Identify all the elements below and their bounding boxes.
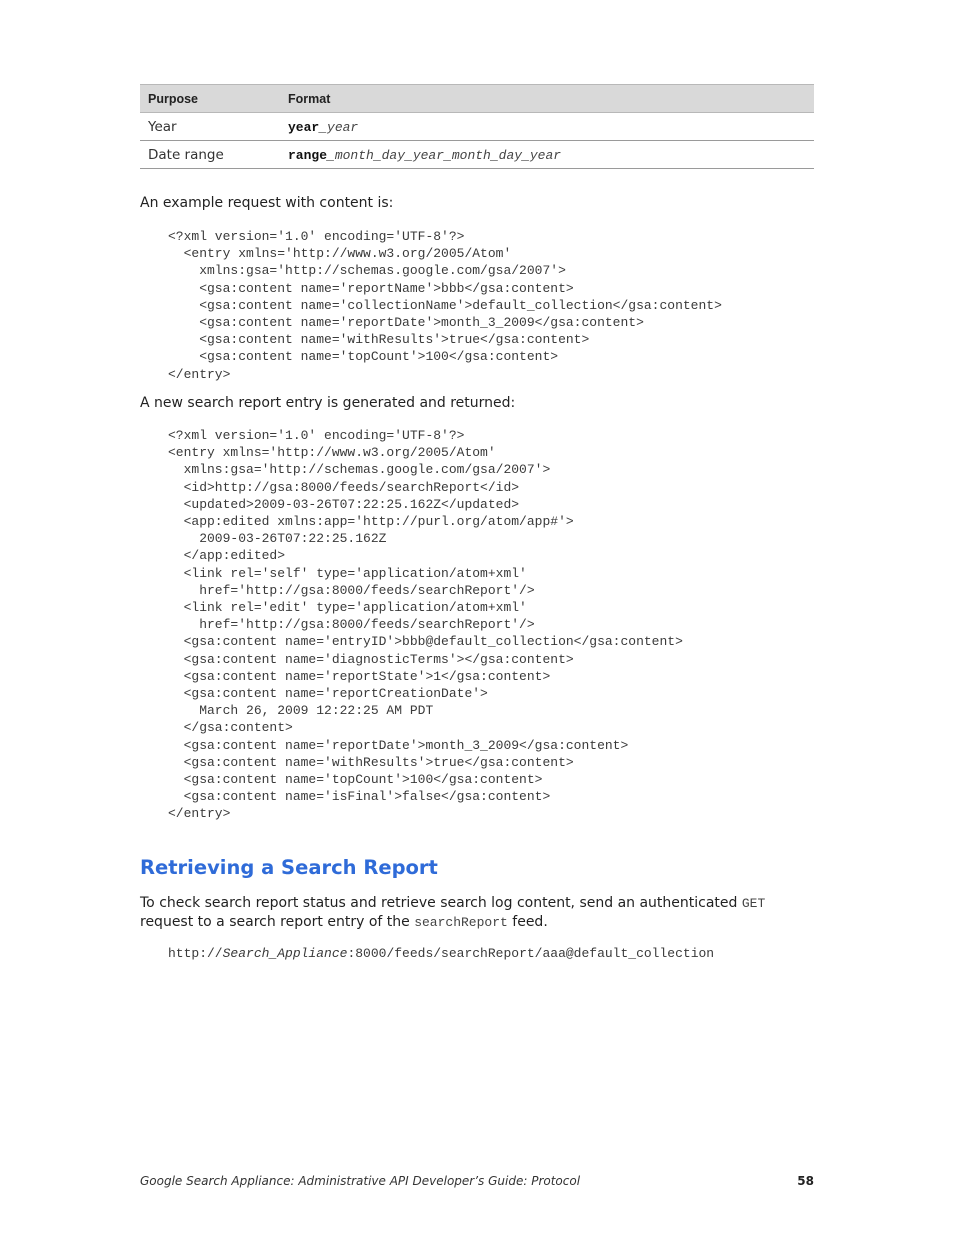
format-cell (280, 141, 814, 169)
body-text: request to a search report entry of the (140, 914, 415, 930)
section-body (140, 894, 814, 932)
inline-code-feed: searchReport (414, 915, 508, 930)
format-args: _year (319, 119, 359, 135)
code-block-request: <?xml version='1.0' encoding='UTF-8'?> <entry xmlns='http://www.w3.org/2005/Atom' xmlns:gsa='http://schemas.google.com/gsa/2007'> <gsa:content name='reportName'>bbb</gsa:content> <gsa:content name='collectionName'>default_collection</gsa:content> <gsa:content name='reportDate'>month_3_2009</gsa:content> <gsa:content name='withResults'>true</gsa:content> <gsa:content name='topCount'>100</gsa:content> </entry> (168, 229, 722, 382)
table-row (140, 141, 814, 169)
table-header-row (140, 85, 814, 113)
body-text: feed. (507, 914, 548, 930)
section-heading: Retrieving a Search Report (140, 856, 438, 879)
column-header-purpose: Purpose (140, 85, 280, 113)
url-placeholder: Search_Appliance (222, 946, 348, 961)
purpose-cell: Date range (140, 141, 280, 169)
example-request-intro: An example request with content is: (140, 195, 394, 211)
footer-title: Google Search Appliance: Administrative API Developer’s Guide: Protocol (140, 1174, 581, 1188)
table-row (140, 113, 814, 141)
code-block-response: <?xml version='1.0' encoding='UTF-8'?> <entry xmlns='http://www.w3.org/2005/Atom' xmlns:gsa='http://schemas.google.com/gsa/2007'> <id>http://gsa:8000/feeds/searchReport</id> <updated>2009-03-26T07:22:25.162Z</updated> <app:edited xmlns:app='http://purl.org/atom/app#'> 2009-03-26T07:22:25.162Z </app:edited> <link rel='self' type='application/atom+xml' href='http://gsa:8000/feeds/searchReport'/> <link rel='edit' type='application/atom+xml' href='http://gsa:8000/feeds/searchReport'/> <gsa:content name='entryID'>bbb@default_collection</gsa:content> <gsa:content name='diagnosticTerms'></gsa:content> <gsa:content name='reportState'>1</gsa:content> <gsa:content name='reportCreationDate'> March 26, 2009 12:22:25 AM PDT </gsa:content> <gsa:content name='reportDate'>month_3_2009</gsa:content> <gsa:content name='withResults'>true</gsa:content> <gsa:content name='topCount'>100</gsa:content> <gsa:content name='isFinal'>false</gsa:content> </entry> (168, 428, 683, 822)
response-intro: A new search report entry is generated and returned: (140, 395, 516, 411)
page-number: 58 (797, 1174, 814, 1188)
body-text: To check search report status and retrieve search log content, send an authenticated (140, 895, 742, 911)
url-prefix: http:// (168, 946, 223, 961)
purpose-cell: Year (140, 113, 280, 141)
inline-code-get: GET (741, 896, 766, 911)
format-args: _month_day_year_month_day_year (327, 147, 562, 163)
format-cell (280, 113, 814, 141)
url-suffix: :8000/feeds/searchReport/aaa@default_collection (347, 946, 715, 961)
format-table (140, 84, 814, 169)
code-block-url (168, 945, 714, 962)
format-keyword: year (288, 119, 320, 135)
format-keyword: range (288, 147, 328, 163)
column-header-format: Format (280, 85, 814, 113)
